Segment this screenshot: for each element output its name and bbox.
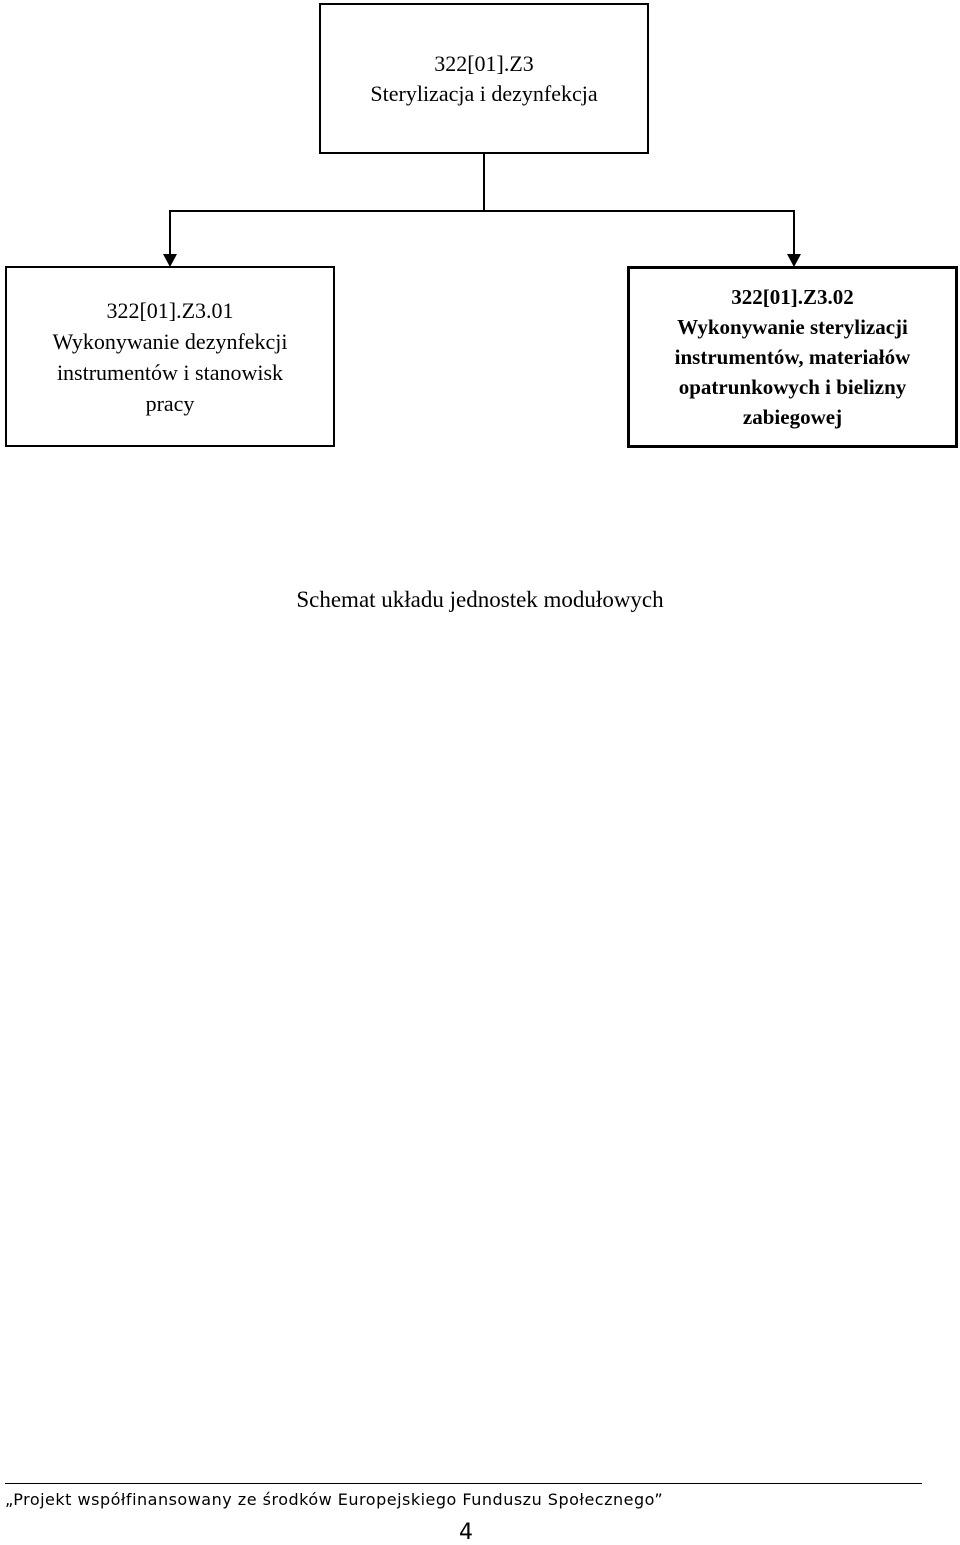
unit-02-title-line: instrumentów, materiałów bbox=[674, 345, 911, 369]
root-module-box bbox=[319, 3, 649, 154]
unit-01-title-line: Wykonywanie dezynfekcji bbox=[52, 328, 288, 354]
page-number: 4 bbox=[459, 1520, 473, 1545]
root-module-code: 322[01].Z3 bbox=[434, 50, 534, 76]
unit-02-title-line: zabiegowej bbox=[742, 405, 843, 429]
unit-02-title-line: opatrunkowych i bielizny bbox=[678, 375, 907, 399]
unit-02-code: 322[01].Z3.02 bbox=[731, 285, 854, 309]
unit-01-code: 322[01].Z3.01 bbox=[106, 297, 234, 323]
footer-divider bbox=[5, 1483, 922, 1484]
footer-project-note: „Projekt współfinansowany ze środków Europejskiego Funduszu Społecznego” bbox=[5, 1490, 664, 1509]
diagram-caption: Schemat układu jednostek modułowych bbox=[296, 587, 664, 612]
unit-02-title-line: Wykonywanie sterylizacji bbox=[677, 315, 908, 339]
root-module-title: Sterylizacja i dezynfekcja bbox=[370, 80, 598, 106]
unit-box-02 bbox=[627, 266, 958, 448]
unit-box-01 bbox=[5, 266, 335, 447]
unit-01-title-line: instrumentów i stanowisk bbox=[56, 359, 284, 385]
unit-01-title-line: pracy bbox=[145, 390, 195, 416]
